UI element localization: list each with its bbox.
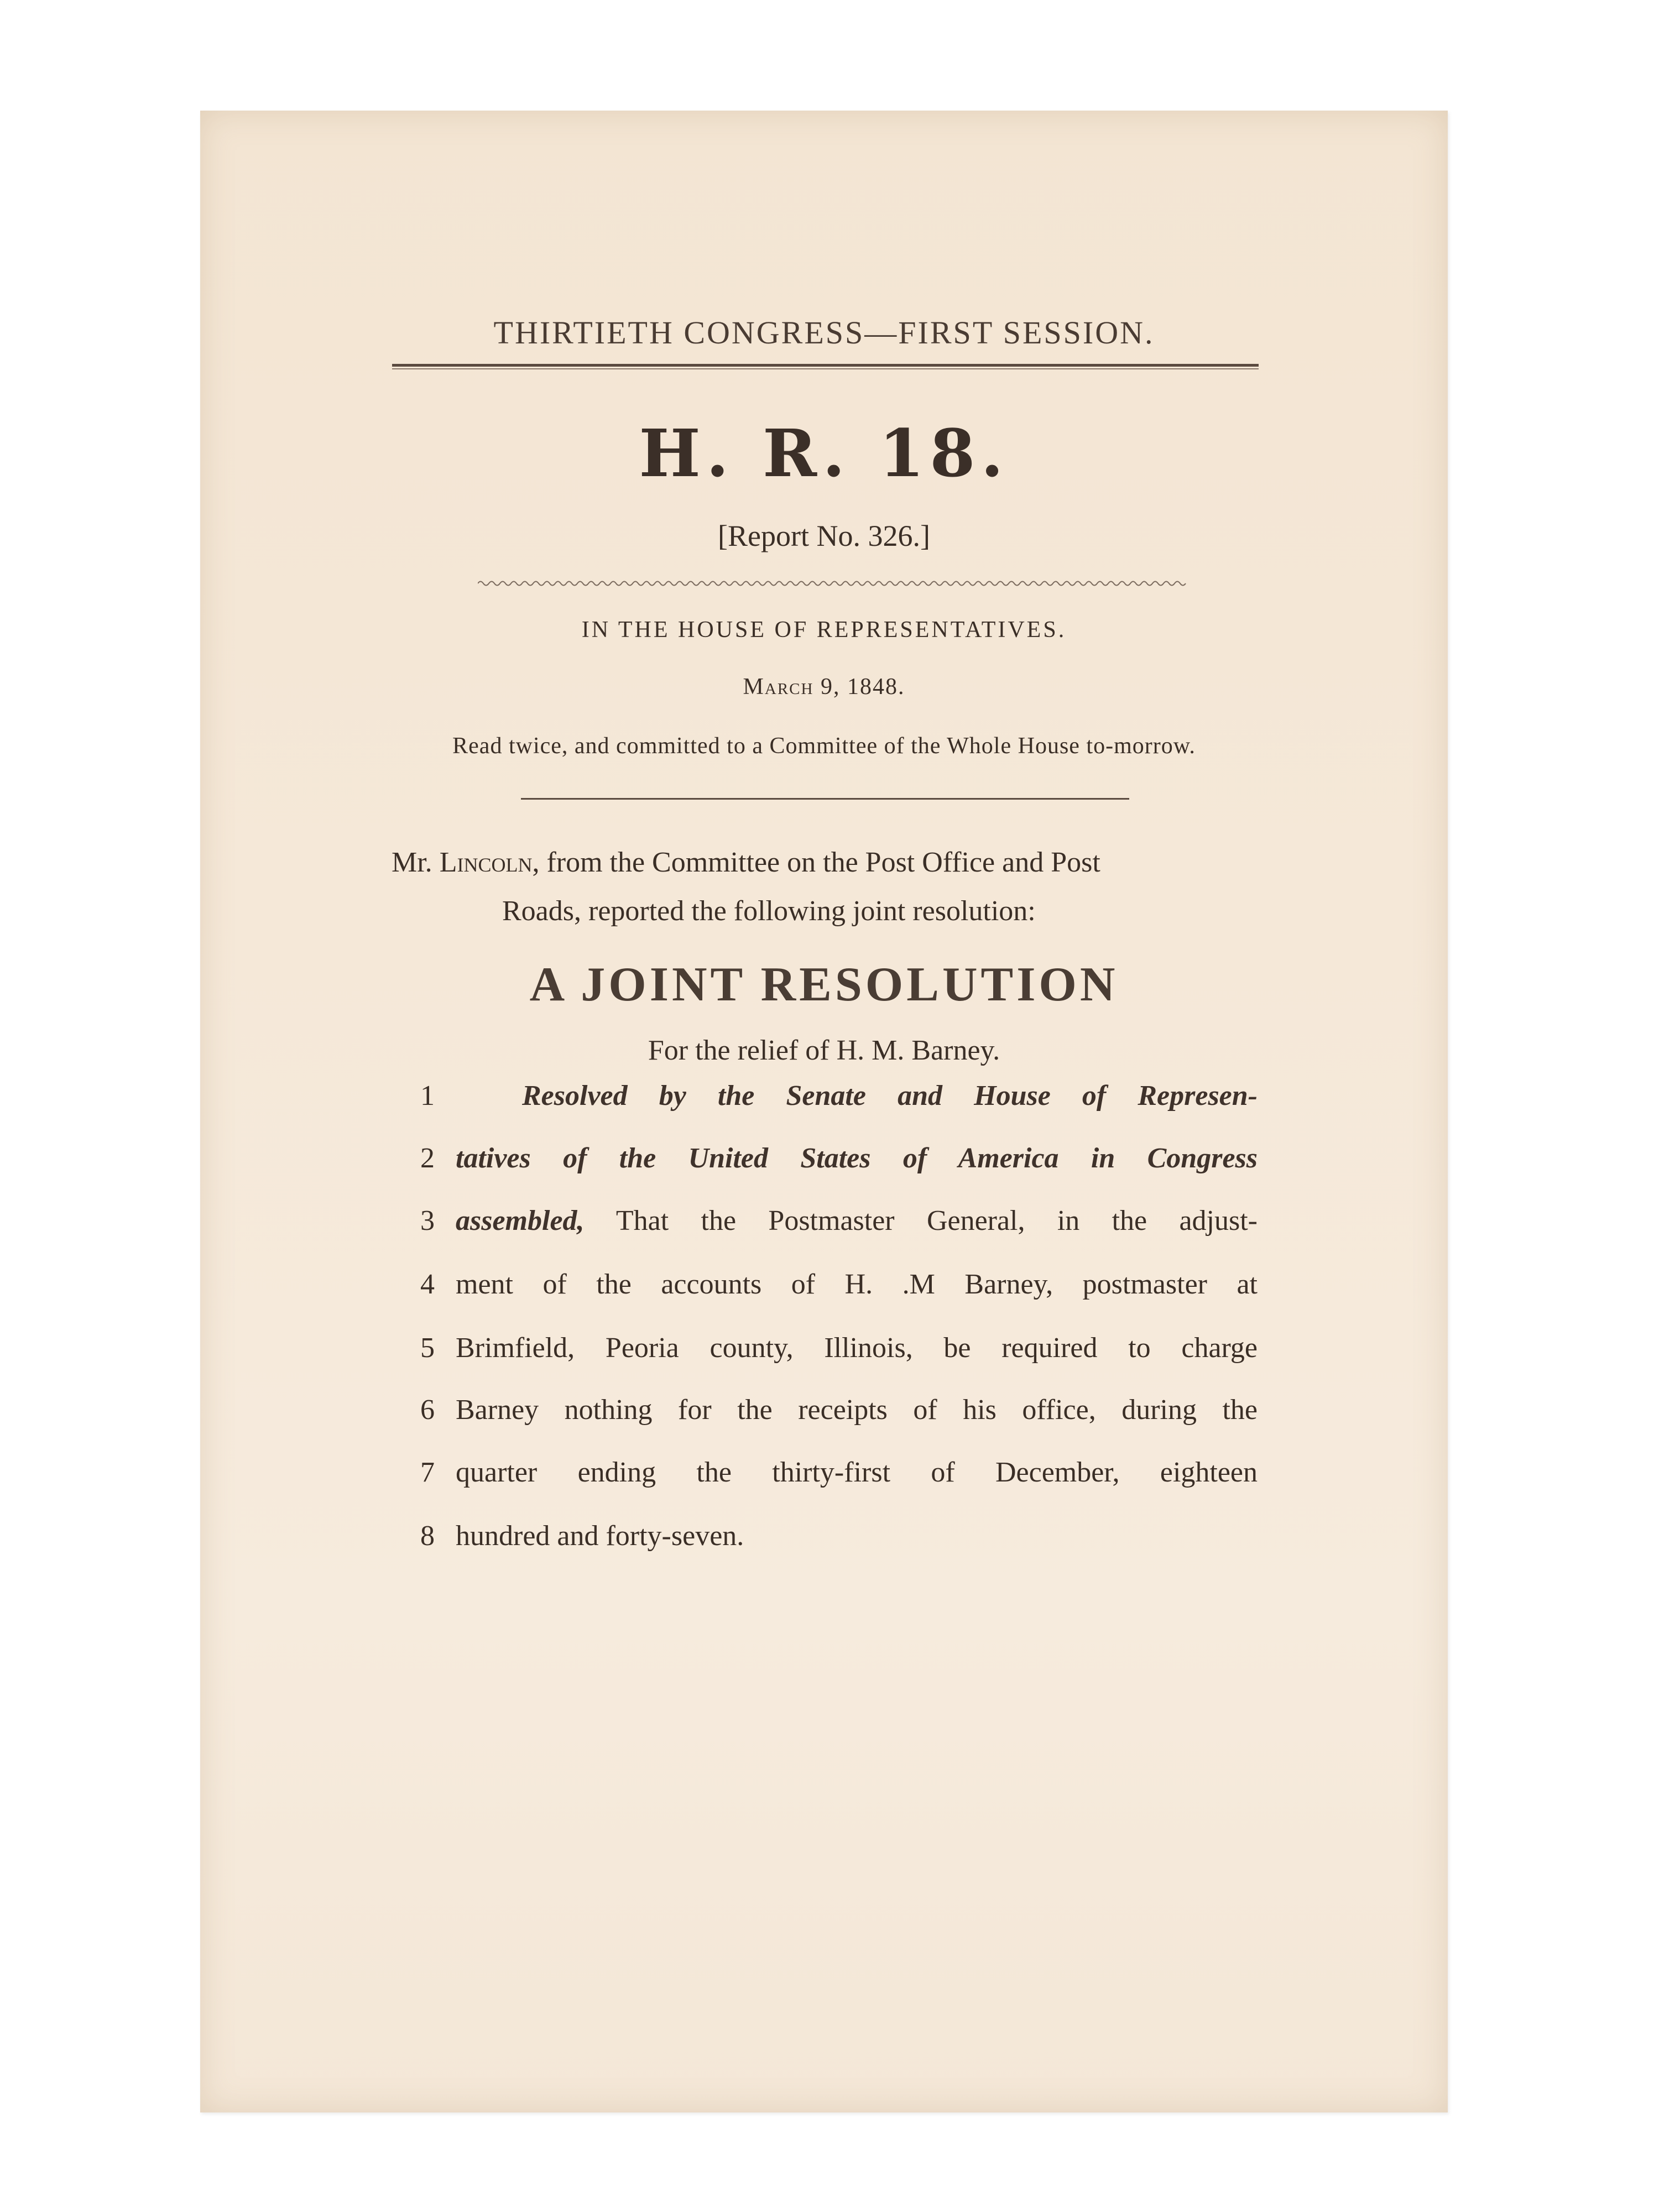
- line-text-plain: quarter ending the thirty-first of December, eighteen: [456, 1457, 1258, 1488]
- intro-prefix: Mr.: [392, 847, 440, 878]
- resolution-line: [200, 1142, 1448, 1181]
- wavy-rule: [478, 580, 1188, 587]
- line-text: [456, 1142, 1258, 1175]
- intro-line-1-rest: , from the Committee on the Post Office and Post: [532, 847, 1100, 878]
- line-text-plain: hundred and forty-seven.: [456, 1520, 744, 1552]
- line-text-italic: assembled,: [456, 1205, 585, 1237]
- line-text: [456, 1204, 1258, 1237]
- line-number: 1: [420, 1080, 435, 1112]
- line-number: 8: [420, 1520, 435, 1552]
- resolution-line: [200, 1456, 1448, 1495]
- resolution-line: [200, 1332, 1448, 1370]
- document-page: [200, 111, 1448, 2112]
- intro-line-2: Roads, reported the following joint resolution:: [502, 895, 1036, 927]
- line-number: 2: [420, 1142, 435, 1174]
- line-text: [456, 1332, 1258, 1364]
- line-text: [456, 1456, 1258, 1489]
- report-number: [Report No. 326.]: [718, 519, 930, 552]
- line-text: [456, 1268, 1258, 1301]
- resolution-line: [200, 1204, 1448, 1243]
- resolution-line: [200, 1394, 1448, 1432]
- date-month: March: [743, 674, 814, 700]
- line-text-plain: Barney nothing for the receipts of his office, during the: [456, 1394, 1258, 1426]
- line-number: 6: [420, 1394, 435, 1426]
- action-line: Read twice, and committed to a Committee of the Whole House to-morrow.: [452, 733, 1196, 759]
- line-number: 4: [420, 1269, 435, 1300]
- line-text-plain: Brimfield, Peoria county, Illinois, be required to charge: [456, 1332, 1258, 1364]
- line-text: [456, 1520, 1258, 1552]
- line-number: 5: [420, 1332, 435, 1364]
- line-text-plain: ment of the accounts of H. .M Barney, postmaster at: [456, 1269, 1258, 1300]
- chamber-heading: IN THE HOUSE OF REPRESENTATIVES.: [581, 617, 1067, 643]
- resolution-subtitle: For the relief of H. M. Barney.: [648, 1035, 1000, 1066]
- bill-number: H. R. 18.: [639, 415, 1009, 492]
- line-number: 3: [420, 1205, 435, 1237]
- line-text-italic: tatives of the United States of America in Congress: [456, 1142, 1258, 1174]
- line-text: [456, 1394, 1258, 1426]
- resolution-line: [200, 1268, 1448, 1307]
- line-text-plain: That the Postmaster General, in the adjust-: [584, 1205, 1258, 1237]
- resolution-title: A JOINT RESOLUTION: [529, 958, 1119, 1011]
- section-rule: [521, 798, 1129, 800]
- line-text: [456, 1079, 1258, 1112]
- line-number: 7: [420, 1457, 435, 1488]
- session-heading: THIRTIETH CONGRESS—FIRST SESSION.: [493, 315, 1155, 351]
- resolution-line: [200, 1079, 1448, 1118]
- date-line: [200, 674, 1448, 700]
- intro-line-1: [392, 846, 1100, 879]
- resolution-line: [200, 1520, 1448, 1558]
- sponsor-name: Lincoln: [439, 847, 533, 878]
- date-rest: 9, 1848.: [813, 674, 905, 700]
- line-text-italic: Resolved by the Senate and House of Represen-: [522, 1080, 1258, 1112]
- heading-rule: [392, 364, 1259, 369]
